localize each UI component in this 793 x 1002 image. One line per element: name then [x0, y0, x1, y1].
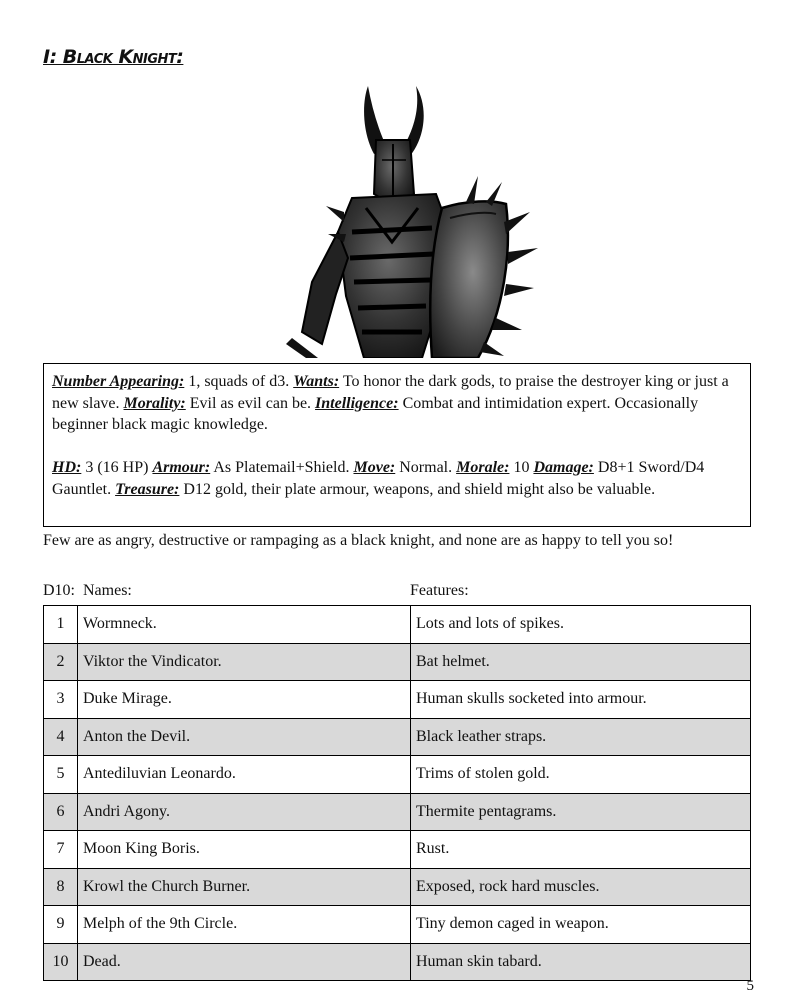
row-feature: Rust. — [411, 831, 751, 869]
row-number: 5 — [44, 756, 78, 794]
table-row — [44, 831, 751, 869]
number-appearing-value: 1, squads of d3. — [184, 373, 294, 390]
hd-label: HD: — [52, 459, 82, 477]
row-name: Moon King Boris. — [78, 831, 411, 869]
hd-value: 3 (16 HP) — [81, 459, 153, 477]
row-feature: Thermite pentagrams. — [411, 793, 751, 831]
table-row — [44, 681, 751, 719]
row-number: 4 — [44, 718, 78, 756]
row-name: Melph of the 9th Circle. — [78, 906, 411, 944]
wants-value: To honor the dark gods, to praise the destroyer king or just a new slave. — [52, 373, 729, 412]
row-number: 8 — [44, 868, 78, 906]
row-name: Wormneck. — [78, 606, 411, 644]
row-feature: Lots and lots of spikes. — [411, 606, 751, 644]
stat-paragraph-general — [52, 371, 742, 436]
row-number: 9 — [44, 906, 78, 944]
table-row — [44, 793, 751, 831]
row-name: Andri Agony. — [78, 793, 411, 831]
number-appearing-label: Number Appearing: — [52, 373, 185, 390]
names-features-table — [43, 605, 751, 981]
wants-label: Wants: — [293, 373, 340, 390]
table-row — [44, 718, 751, 756]
names-column-header: Names: — [83, 582, 132, 599]
die-column-header: D10: — [43, 582, 75, 599]
treasure-label: Treasure: — [115, 480, 180, 498]
treasure-value: D12 gold, their plate armour, weapons, and shield might also be valuable. — [179, 480, 656, 498]
move-value: Normal. — [395, 459, 457, 477]
page-title: I: Black Knight: — [43, 46, 184, 68]
features-column-header: Features: — [410, 582, 469, 599]
damage-label: Damage: — [533, 459, 594, 477]
row-feature: Exposed, rock hard muscles. — [411, 868, 751, 906]
table-row — [44, 606, 751, 644]
table-row — [44, 756, 751, 794]
table-row — [44, 643, 751, 681]
row-name: Dead. — [78, 943, 411, 981]
morality-value: Evil as evil can be. — [185, 394, 316, 412]
row-number: 10 — [44, 943, 78, 981]
row-number: 1 — [44, 606, 78, 644]
row-feature: Human skin tabard. — [411, 943, 751, 981]
stat-block — [43, 363, 751, 527]
intelligence-value: Combat and intimidation expert. Occasionally beginner black magic knowledge. — [52, 394, 699, 434]
table-row — [44, 868, 751, 906]
move-label: Move: — [353, 459, 396, 477]
row-name: Antediluvian Leonardo. — [78, 756, 411, 794]
row-name: Krowl the Church Burner. — [78, 868, 411, 906]
armour-label: Armour: — [152, 459, 211, 477]
morale-value: 10 — [509, 459, 534, 477]
intro-text: Few are as angry, destructive or rampaging as a black knight, and none are as happy to tell you so! — [43, 532, 674, 549]
row-name: Anton the Devil. — [78, 718, 411, 756]
row-name: Viktor the Vindicator. — [78, 643, 411, 681]
row-feature: Tiny demon caged in weapon. — [411, 906, 751, 944]
row-number: 6 — [44, 793, 78, 831]
table-row — [44, 906, 751, 944]
morality-label: Morality: — [123, 394, 186, 412]
row-name: Duke Mirage. — [78, 681, 411, 719]
row-number: 3 — [44, 681, 78, 719]
page-number: 5 — [746, 978, 754, 994]
table-row — [44, 943, 751, 981]
black-knight-illustration — [282, 82, 542, 358]
morale-label: Morale: — [456, 459, 510, 477]
row-number: 2 — [44, 643, 78, 681]
armour-value: As Platemail+Shield. — [210, 459, 354, 477]
stat-paragraph-combat — [52, 457, 742, 500]
damage-value: D8+1 Sword/D4 Gauntlet. — [52, 459, 705, 498]
row-feature: Trims of stolen gold. — [411, 756, 751, 794]
row-feature: Black leather straps. — [411, 718, 751, 756]
intelligence-label: Intelligence: — [315, 394, 399, 412]
row-feature: Human skulls socketed into armour. — [411, 681, 751, 719]
row-feature: Bat helmet. — [411, 643, 751, 681]
row-number: 7 — [44, 831, 78, 869]
